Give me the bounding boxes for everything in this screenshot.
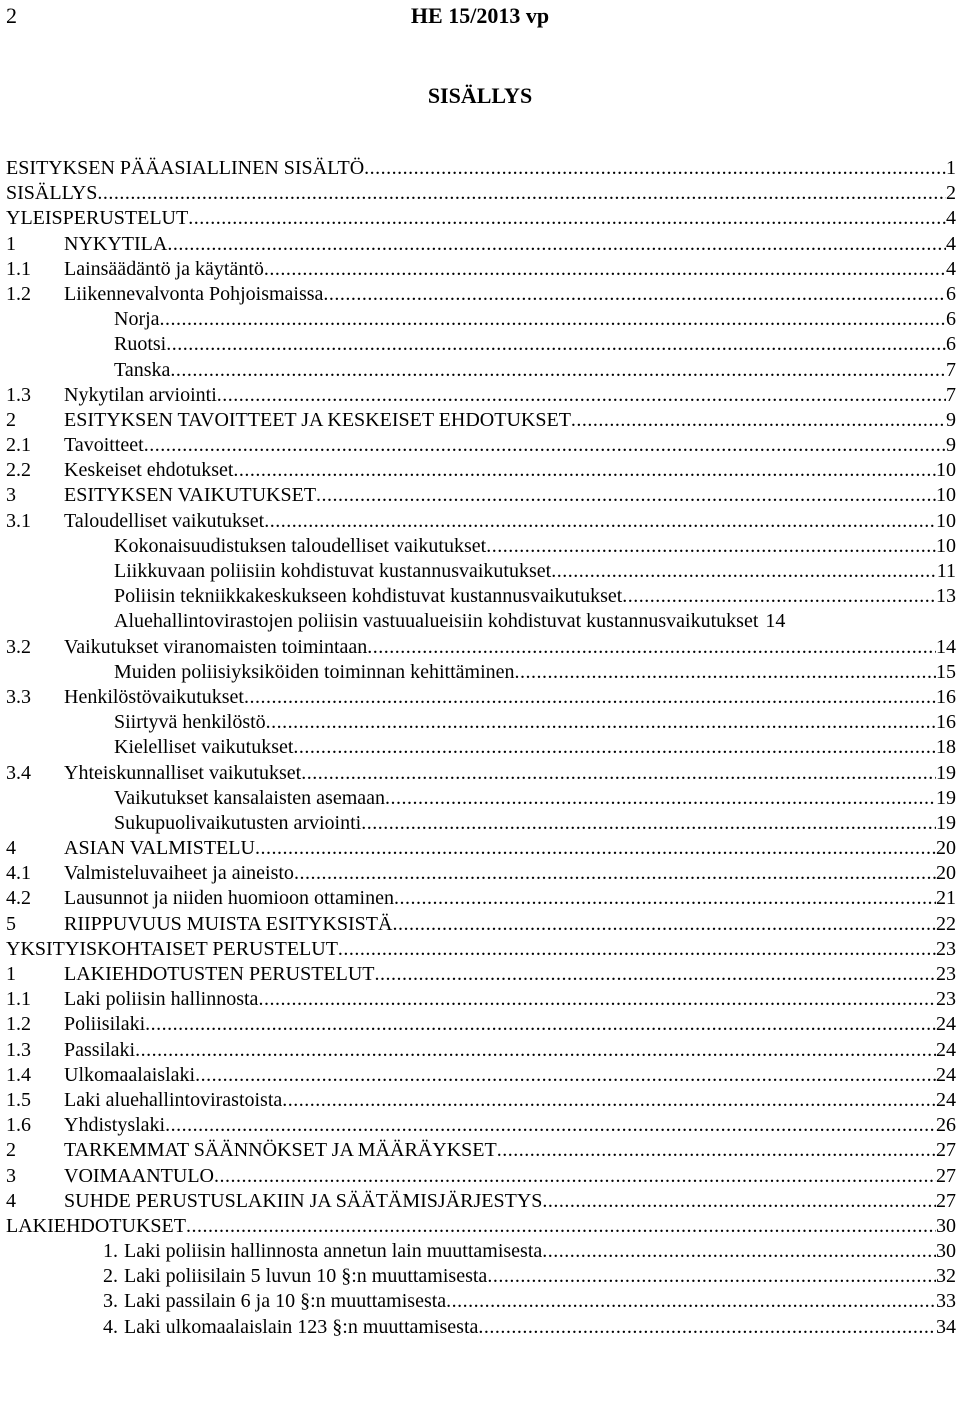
toc-entry[interactable] (6, 584, 956, 609)
toc-entry-title: Laki passilain 6 ja 10 §:n muuttamisesta (124, 1290, 447, 1313)
toc-entry-number: 1.5 (6, 1088, 31, 1111)
dot-leader (165, 1113, 936, 1138)
toc-entry[interactable] (6, 483, 956, 508)
toc-entry-title: Tanska (114, 358, 171, 381)
toc-entry-title: VOIMAANTULO (64, 1164, 214, 1187)
toc-entry[interactable] (6, 912, 956, 937)
toc-entry-page: 23 (936, 988, 956, 1011)
dot-leader (214, 1164, 936, 1189)
toc-entry-title: Laki poliisilain 5 luvun 10 §:n muuttamisesta (124, 1265, 488, 1288)
toc-entry-title: Poliisilaki (64, 1013, 146, 1036)
toc-entry[interactable] (6, 383, 956, 408)
toc-entry-page: 30 (936, 1240, 956, 1263)
toc-entry-title: SISÄLLYS (6, 182, 98, 205)
dot-leader (166, 332, 946, 357)
toc-entry[interactable] (6, 609, 956, 634)
toc-entry-title: Laki ulkomaalaislain 123 §:n muuttamisesta (124, 1315, 479, 1338)
toc-entry-page: 33 (936, 1290, 956, 1313)
toc-entry-number: 1 (6, 963, 16, 985)
dot-leader (217, 383, 946, 408)
table-of-contents (6, 156, 956, 1340)
toc-entry-title: TARKEMMAT SÄÄNNÖKSET JA MÄÄRÄYKSET (64, 1139, 497, 1162)
toc-entry[interactable] (6, 987, 956, 1012)
toc-entry-page: 10 (936, 534, 956, 557)
toc-entry-page: 22 (936, 912, 956, 935)
toc-entry[interactable] (6, 962, 956, 987)
document-id: HE 15/2013 vp (410, 3, 550, 28)
toc-entry-page: 9 (946, 434, 956, 457)
toc-entry-page: 23 (936, 963, 956, 985)
toc-entry-number: 3.3 (6, 685, 31, 708)
toc-entry-page: 26 (936, 1114, 956, 1137)
toc-entry-page: 4 (946, 207, 956, 230)
toc-entry[interactable] (6, 861, 956, 886)
toc-entry-title: Poliisin tekniikkakeskukseen kohdistuvat kustannusvaikutukset (114, 585, 623, 608)
toc-entry-title: NYKYTILA (64, 232, 168, 255)
toc-entry-page: 24 (936, 1088, 956, 1111)
toc-entry-title: Valmisteluvaiheet ja aineisto (64, 862, 294, 885)
dot-leader (571, 408, 946, 433)
dot-leader (487, 1264, 936, 1289)
dot-leader (264, 257, 946, 282)
dot-leader (188, 206, 946, 231)
dot-leader (282, 1088, 936, 1113)
toc-entry-page: 24 (936, 1063, 956, 1086)
toc-entry-number: 1. (103, 1240, 118, 1263)
toc-entry-title: ASIAN VALMISTELU (64, 837, 255, 860)
toc-entry[interactable] (6, 1088, 956, 1113)
dot-leader (301, 761, 936, 786)
toc-entry-title: LAKIEHDOTUKSET (6, 1214, 186, 1237)
toc-entry-title: Liikennevalvonta Pohjoismaissa (64, 282, 324, 305)
toc-entry[interactable] (6, 1138, 956, 1163)
toc-entry-page: 7 (946, 383, 956, 406)
toc-entry-title: Vaikutukset kansalaisten asemaan (114, 786, 386, 809)
toc-entry[interactable] (6, 1315, 956, 1340)
toc-entry-number: 1.6 (6, 1114, 31, 1137)
toc-entry-page: 14 (936, 635, 956, 658)
toc-entry-page: 24 (936, 1038, 956, 1061)
dot-leader (392, 912, 936, 937)
toc-entry-title: Ulkomaalaislaki (64, 1063, 196, 1086)
toc-entry-page: 4 (946, 232, 956, 255)
toc-entry-title: Yhteiskunnalliset vaikutukset (64, 761, 302, 784)
toc-entry-page: 10 (936, 484, 956, 507)
toc-entry-number: 3.2 (6, 635, 31, 658)
toc-entry-title: ESITYKSEN PÄÄASIALLINEN SISÄLTÖ (6, 157, 365, 179)
toc-entry-number: 1 (6, 232, 16, 255)
toc-entry-title: Nykytilan arviointi (64, 383, 217, 406)
toc-entry-title: Vaikutukset viranomaisten toimintaan (64, 635, 368, 658)
toc-entry-page: 20 (936, 837, 956, 860)
toc-entry-title: Laki aluehallintovirastoista (64, 1088, 283, 1111)
toc-entry-number: 1.1 (6, 257, 31, 280)
toc-entry-number: 2 (6, 1139, 16, 1162)
toc-entry-page: 6 (946, 333, 956, 356)
toc-entry-page: 23 (936, 937, 956, 960)
toc-entry-title: Keskeiset ehdotukset (64, 459, 234, 482)
toc-entry-page: 6 (946, 282, 956, 305)
toc-entry-title: Lausunnot ja niiden huomioon ottaminen (64, 887, 394, 910)
toc-entry-number: 1.3 (6, 1038, 31, 1061)
toc-entry[interactable] (6, 433, 956, 458)
dot-leader (160, 307, 946, 332)
toc-entry[interactable] (6, 206, 956, 231)
toc-entry-page: 24 (936, 1013, 956, 1036)
toc-entry-title: Yhdistyslaki (64, 1114, 166, 1137)
toc-entry-page: 19 (936, 786, 956, 809)
dot-leader (446, 1289, 936, 1314)
toc-entry-page: 27 (936, 1189, 956, 1212)
dot-leader (394, 886, 936, 911)
toc-entry[interactable] (6, 710, 956, 735)
toc-entry[interactable] (6, 1063, 956, 1088)
toc-entry[interactable] (6, 1012, 956, 1037)
toc-entry-number: 3 (6, 1164, 16, 1187)
toc-entry-title: Siirtyvä henkilöstö (114, 711, 266, 734)
toc-entry-number: 3 (6, 484, 16, 507)
toc-entry[interactable] (6, 836, 956, 861)
toc-entry-title: Liikkuvaan poliisiin kohdistuvat kustannusvaikutukset (114, 560, 552, 582)
dot-leader (144, 433, 946, 458)
toc-entry-title: Tavoitteet (64, 434, 144, 457)
dot-leader (486, 534, 936, 559)
dot-leader (542, 1189, 936, 1214)
toc-entry[interactable] (6, 156, 956, 181)
toc-entry-number: 2.2 (6, 459, 31, 482)
toc-entry[interactable] (6, 811, 956, 836)
toc-entry-number: 5 (6, 912, 16, 935)
toc-entry-title: SUHDE PERUSTUSLAKIIN JA SÄÄTÄMISJÄRJESTYS (64, 1189, 543, 1212)
toc-entry-number: 4 (6, 1189, 16, 1212)
toc-entry-page: 34 (936, 1315, 956, 1338)
dot-leader (542, 1239, 936, 1264)
toc-title: SISÄLLYS (427, 83, 533, 108)
toc-entry[interactable] (6, 257, 956, 282)
dot-leader (622, 584, 936, 609)
dot-leader (364, 156, 946, 181)
toc-entry[interactable] (6, 332, 956, 357)
toc-entry-page: 32 (936, 1265, 956, 1288)
toc-entry-title: Aluehallintovirastojen poliisin vastuualueisiin kohdistuvat kustannusvaikutukset (114, 610, 759, 633)
toc-entry-number: 4 (6, 837, 16, 860)
toc-entry-page: 9 (946, 408, 956, 431)
toc-entry-page: 30 (936, 1214, 956, 1237)
toc-entry-title: ESITYKSEN VAIKUTUKSET (64, 484, 317, 507)
toc-entry-title: Lainsäädäntö ja käytäntö (64, 257, 264, 280)
toc-entry-page: 7 (946, 358, 956, 381)
toc-entry[interactable] (6, 358, 956, 383)
toc-entry[interactable] (6, 1289, 956, 1314)
dot-leader (145, 1012, 936, 1037)
toc-entry-number: 3.4 (6, 761, 31, 784)
toc-entry-title: LAKIEHDOTUSTEN PERUSTELUT (64, 963, 375, 985)
toc-entry-number: 4.2 (6, 887, 31, 910)
toc-entry-title: YKSITYISKOHTAISET PERUSTELUT (6, 937, 338, 960)
toc-entry-title: Muiden poliisiyksiköiden toiminnan kehittäminen (114, 660, 515, 683)
dot-leader (375, 962, 936, 987)
dot-leader (497, 1138, 936, 1163)
dot-leader (264, 509, 936, 534)
page-number: 2 (6, 3, 17, 28)
toc-entry-page: 1 (946, 157, 956, 179)
toc-entry-title: RIIPPUVUUS MUISTA ESITYKSISTÄ (64, 912, 393, 935)
toc-entry-page: 15 (936, 660, 956, 683)
dot-leader (170, 358, 946, 383)
toc-entry[interactable] (6, 1113, 956, 1138)
dot-leader (361, 811, 936, 836)
toc-entry[interactable] (6, 509, 956, 534)
toc-entry[interactable] (6, 534, 956, 559)
toc-entry-page: 4 (946, 257, 956, 280)
dot-leader (195, 1063, 936, 1088)
toc-entry[interactable] (6, 559, 956, 584)
dot-leader (294, 861, 936, 886)
toc-entry-number: 2 (6, 408, 16, 431)
toc-entry-page: 13 (936, 585, 956, 608)
toc-entry-title: Sukupuolivaikutusten arviointi (114, 811, 362, 834)
toc-entry[interactable] (6, 282, 956, 307)
dot-leader (167, 232, 946, 257)
toc-entry[interactable] (6, 635, 956, 660)
toc-entry[interactable] (6, 786, 956, 811)
toc-entry[interactable] (6, 232, 956, 257)
dot-leader (255, 836, 936, 861)
toc-entry-page: 27 (936, 1139, 956, 1162)
toc-entry-number: 4. (103, 1315, 118, 1338)
toc-entry[interactable] (6, 1264, 956, 1289)
toc-entry-title: Ruotsi (114, 333, 167, 356)
dot-leader (515, 660, 936, 685)
toc-entry-title: Henkilöstövaikutukset (64, 685, 244, 708)
dot-leader (478, 1315, 936, 1340)
toc-entry-number: 1.2 (6, 282, 31, 305)
toc-entry[interactable] (6, 307, 956, 332)
toc-entry-page: 21 (936, 887, 956, 910)
toc-entry[interactable] (6, 458, 956, 483)
toc-entry-page: 10 (936, 509, 956, 532)
toc-entry[interactable] (6, 886, 956, 911)
dot-leader (293, 735, 936, 760)
toc-entry-title: Laki poliisin hallinnosta annetun lain muuttamisesta (124, 1240, 543, 1263)
toc-entry-page: 18 (936, 736, 956, 759)
toc-entry-page: 19 (936, 811, 956, 834)
dot-leader (338, 937, 936, 962)
dot-leader (244, 685, 936, 710)
toc-entry[interactable] (6, 408, 956, 433)
toc-entry[interactable] (6, 761, 956, 786)
toc-entry-page: 16 (936, 685, 956, 708)
toc-entry-title: Taloudelliset vaikutukset (64, 509, 265, 532)
dot-leader (97, 181, 946, 206)
dot-leader (233, 458, 936, 483)
toc-entry-title: Kielelliset vaikutukset (114, 736, 294, 759)
toc-entry-number: 1.4 (6, 1063, 31, 1086)
toc-entry[interactable] (6, 1164, 956, 1189)
dot-leader (323, 282, 946, 307)
toc-entry[interactable] (6, 1239, 956, 1264)
dot-leader (367, 635, 936, 660)
toc-entry-title: Laki poliisin hallinnosta (64, 988, 259, 1011)
toc-entry-page: 6 (946, 308, 956, 331)
toc-entry[interactable] (6, 1038, 956, 1063)
dot-leader (186, 1214, 936, 1239)
toc-entry-title: Passilaki (64, 1038, 136, 1061)
toc-entry-number: 2. (103, 1265, 118, 1288)
dot-leader (135, 1038, 936, 1063)
toc-entry[interactable] (6, 1214, 956, 1239)
toc-entry-page: 20 (936, 862, 956, 885)
toc-entry-number: 4.1 (6, 862, 31, 885)
dot-leader (316, 483, 936, 508)
dot-leader (258, 987, 936, 1012)
dot-leader (266, 710, 936, 735)
toc-entry[interactable] (6, 1189, 956, 1214)
toc-entry-number: 2.1 (6, 434, 31, 457)
dot-leader (385, 786, 936, 811)
dot-leader (551, 559, 937, 584)
toc-entry-title: ESITYKSEN TAVOITTEET JA KESKEISET EHDOTUKSET (64, 408, 571, 431)
toc-entry[interactable] (6, 735, 956, 760)
toc-entry-number: 3. (103, 1290, 118, 1313)
toc-entry[interactable] (6, 937, 956, 962)
toc-entry-page: 14 (765, 610, 786, 633)
toc-entry-number: 1.1 (6, 988, 31, 1011)
toc-entry-number: 3.1 (6, 509, 31, 532)
toc-entry-number: 1.2 (6, 1013, 31, 1036)
toc-entry-page: 2 (946, 182, 956, 205)
toc-entry-page: 19 (936, 761, 956, 784)
toc-entry-title: YLEISPERUSTELUT (6, 207, 189, 230)
toc-entry[interactable] (6, 660, 956, 685)
toc-entry-page: 27 (936, 1164, 956, 1187)
toc-entry[interactable] (6, 685, 956, 710)
toc-entry-page: 11 (936, 560, 956, 582)
toc-entry-page: 10 (936, 459, 956, 482)
toc-entry-title: Norja (114, 308, 160, 331)
toc-entry-page: 16 (936, 711, 956, 734)
toc-entry[interactable] (6, 181, 956, 206)
toc-entry-title: Kokonaisuudistuksen taloudelliset vaikutukset (114, 534, 487, 557)
toc-entry-number: 1.3 (6, 383, 31, 406)
